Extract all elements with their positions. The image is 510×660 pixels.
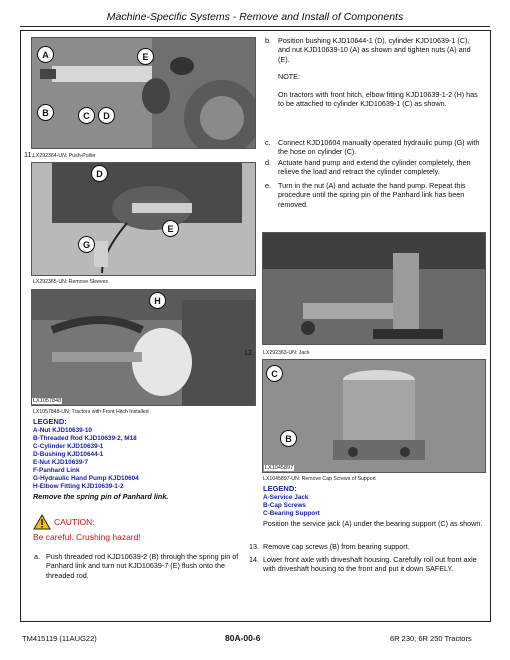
cap-screws-illustration: [263, 360, 486, 473]
step-b-text: Position bushing KJD10644-1 (D), cylinder KJD10639-1 (C), and nut KJD10639-10 (A) as shown and tighten nuts (A) and (E).: [278, 36, 471, 64]
callout-c: C: [266, 365, 283, 382]
caution-text: Be careful. Crushing hazard!: [33, 532, 141, 542]
footer-page-number: 80A-00-6: [225, 633, 261, 643]
callout-d: D: [91, 165, 108, 182]
step-d-text: Actuate hand pump and extend the cylinder completely, then relieve the load and retract the cylinder completely.: [278, 158, 471, 177]
legend2-title: LEGEND:: [263, 484, 297, 493]
legend2-list: [263, 494, 320, 518]
jack-photo: [262, 232, 486, 345]
step-d-label: d.: [265, 158, 271, 167]
step-11-number: 11.: [24, 150, 34, 159]
legend1-title: LEGEND:: [33, 417, 67, 426]
callout-g: G: [78, 236, 95, 253]
remove-sleeves-illustration: [32, 163, 256, 276]
legend-item: C-Bearing Support: [263, 510, 320, 517]
legend-item: D-Bushing KJD10644-1: [33, 451, 104, 458]
fig5-code-label: LX1045897: [265, 465, 294, 471]
legend-item: H-Elbow Fitting KJD10639-1-2: [33, 483, 124, 490]
step-12-text: Position the service jack (A) under the bearing support (C) as shown.: [263, 519, 483, 528]
footer-doc-id: TM415119 (11AUG22): [22, 634, 97, 643]
legend-item: F-Panhard Link: [33, 467, 80, 474]
page-header: Machine-Specific Systems - Remove and Install of Components: [20, 10, 490, 27]
jack-illustration: [263, 233, 486, 345]
warning-triangle-icon: [33, 514, 51, 530]
step-a-text: Push threaded rod KJD10639-2 (B) through the spring pin of Panhard link and turn nut KJD10639-7 (E) flush onto the threaded rod.: [46, 552, 239, 580]
fig2-caption: LX292365-UN: Remove Sleeves: [33, 279, 108, 285]
step-13-text: Remove cap screws (B) from bearing support.: [263, 542, 410, 551]
callout-b: B: [37, 104, 54, 121]
note-text: On tractors with front hitch, elbow fitting KJD10639-1-2 (H) has to be attached to cylinder KJD10639-1 (C) as shown.: [278, 90, 478, 109]
front-hitch-photo: [31, 289, 256, 406]
legend-item: C-Cylinder KJD10639-1: [33, 443, 104, 450]
caution-title: CAUTION:: [54, 517, 95, 527]
fig4-caption: LX292363-UN: Jack: [263, 350, 310, 356]
step-12-number: 12.: [244, 348, 254, 357]
footer-model: 6R 230, 6R 250 Tractors: [390, 634, 472, 643]
legend1-list: [33, 427, 139, 491]
step-a-label: a.: [34, 552, 40, 561]
step-c-label: c.: [265, 138, 271, 147]
legend-item: E-Nut KJD10639-7: [33, 459, 89, 466]
legend-item: A-Nut KJD10639-10: [33, 427, 92, 434]
legend-item: B-Threaded Rod KJD10639-2, M18: [33, 435, 137, 442]
callout-e: E: [137, 48, 154, 65]
fig1-caption: LX292364-UN: Push-Puller: [33, 153, 96, 159]
callout-b: B: [280, 430, 297, 447]
fig3-code-label: LX1057848: [33, 398, 62, 404]
remove-sleeves-photo: [31, 162, 256, 276]
step-b-label: b.: [265, 36, 271, 45]
step-c-text: Connect KJD10604 manually operated hydraulic pump (G) with the hose on cylinder (C).: [278, 138, 480, 157]
callout-d: D: [98, 107, 115, 124]
callout-a: A: [37, 46, 54, 63]
legend-item: G-Hydraulic Hand Pump KJD10604: [33, 475, 139, 482]
step-e-label: e.: [265, 181, 271, 190]
step-14-number: 14.: [249, 555, 259, 564]
note-title: NOTE:: [278, 72, 300, 81]
front-hitch-illustration: [32, 290, 256, 406]
legend-item: A-Service Jack: [263, 494, 309, 501]
remove-spring-pin-instruction: Remove the spring pin of Panhard link.: [33, 492, 169, 501]
callout-h: H: [149, 292, 166, 309]
step-14-text: Lower front axle with driveshaft housing. Carefully roll out front axle with driveshaft housing to the front and put it down SAFELY.: [263, 555, 477, 574]
fig3-caption: LX1057848-UN: Tractors with Front Hitch Installed: [33, 409, 149, 415]
callout-e: E: [162, 220, 179, 237]
step-e-text: Turn in the nut (A) and actuate the hand pump. Repeat this procedure until the spring pin of the Panhard link has been removed.: [278, 181, 466, 209]
legend-item: B-Cap Screws: [263, 502, 306, 509]
step-13-number: 13.: [249, 542, 259, 551]
callout-c: C: [78, 107, 95, 124]
cap-screws-photo: [262, 359, 486, 473]
fig5-caption: LX1045897-UN: Remove Cap Screws of Support: [263, 476, 376, 482]
